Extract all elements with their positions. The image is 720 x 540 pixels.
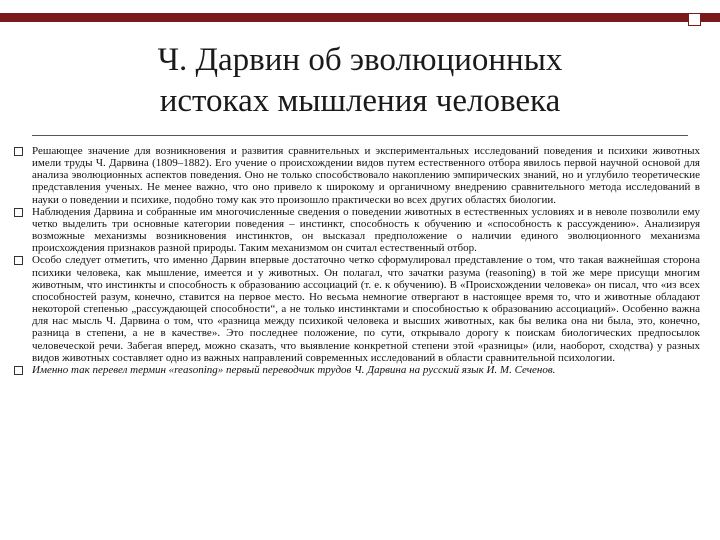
corner-square <box>688 13 701 26</box>
square-bullet-icon <box>14 147 23 156</box>
bullet-text: Решающее значение для возникновения и развития сравнительных и экспериментальных исследований поведения и психики животных имели труды Ч. Дарвина (1809–1882). Его учение о происхождении видов путем естественного отбора явилось первой научной основой для анализа эволюционных аспектов поведения. Оно не только способствовало накоплению эмпирических знаний, но и углубило теоретические представления ученых. Не менее важно, что оно привело к широкому и органичному внедрению сравнительного метода исследований в науки о поведении и психике, подобно тому как это произошло практически во всех других областях биологии. <box>32 145 700 206</box>
title-line-1: Ч. Дарвин об эволюционных <box>157 42 563 78</box>
slide-title <box>40 40 680 122</box>
title-line-2: истоках мышления человека <box>159 83 561 119</box>
bullet-text: Особо следует отметить, что именно Дарвин впервые достаточно четко сформулировал представление о том, что такая важнейшая сторона психики человека, как мышление, имеется и у животных. Он полагал, что зачатки разума (reasoning) в той же мере присущи многим животным, что инстинкты и способность к образованию ассоциаций (т. е. к обучению). В «Происхождении человека» он писал, что «из всех способностей разум, конечно, ставится на первое место. Но весьма немногие отвергают в настоящее время то, что и животные обладают некоторой степенью „рассуждающей способности“, а не только инстинктами и способностью к образованию ассоциаций». Особенно важна для нас мысль Ч. Дарвина о том, что «разница между психикой человека и высших животных, как бы велика она ни была, это, конечно, разница в степени, а не в качестве». Это последнее положение, по сути, открывало дорогу к поискам биологических предпосылок человеческой речи. Забегая вперед, можно сказать, что выявление конкретной степени этой «разницы» (или, наоборот, сходства) у разных видов животных составляет одно из важных направлений современных исследований в области сравнительной психологии. <box>32 254 700 364</box>
bullet-item <box>14 145 700 206</box>
bullet-note-text: Именно так перевел термин «reasoning» первый переводчик трудов Ч. Дарвина на русский язык И. М. Сеченов. <box>32 363 556 376</box>
bullet-item <box>14 254 700 363</box>
bullet-list <box>14 145 700 376</box>
top-accent-bar <box>0 13 720 22</box>
bullet-item <box>14 206 700 255</box>
title-divider <box>32 135 688 136</box>
bullet-text: Наблюдения Дарвина и собранные им многочисленные сведения о поведении животных в естественных условиях и в неволе позволили ему четко выделить три основные категории поведения – инстинкт, способность к обучению и «способность к рассуждению». Анализируя возможные механизмы возникновения инстинктов, он высказал предположение о наличии единого эволюционного механизма происхождения признаков разной природы. Таким механизмом он считал естественный отбор. <box>32 205 700 255</box>
square-bullet-icon <box>14 366 23 375</box>
square-bullet-icon <box>14 208 23 217</box>
square-bullet-icon <box>14 256 23 265</box>
bullet-item-note <box>14 364 700 376</box>
